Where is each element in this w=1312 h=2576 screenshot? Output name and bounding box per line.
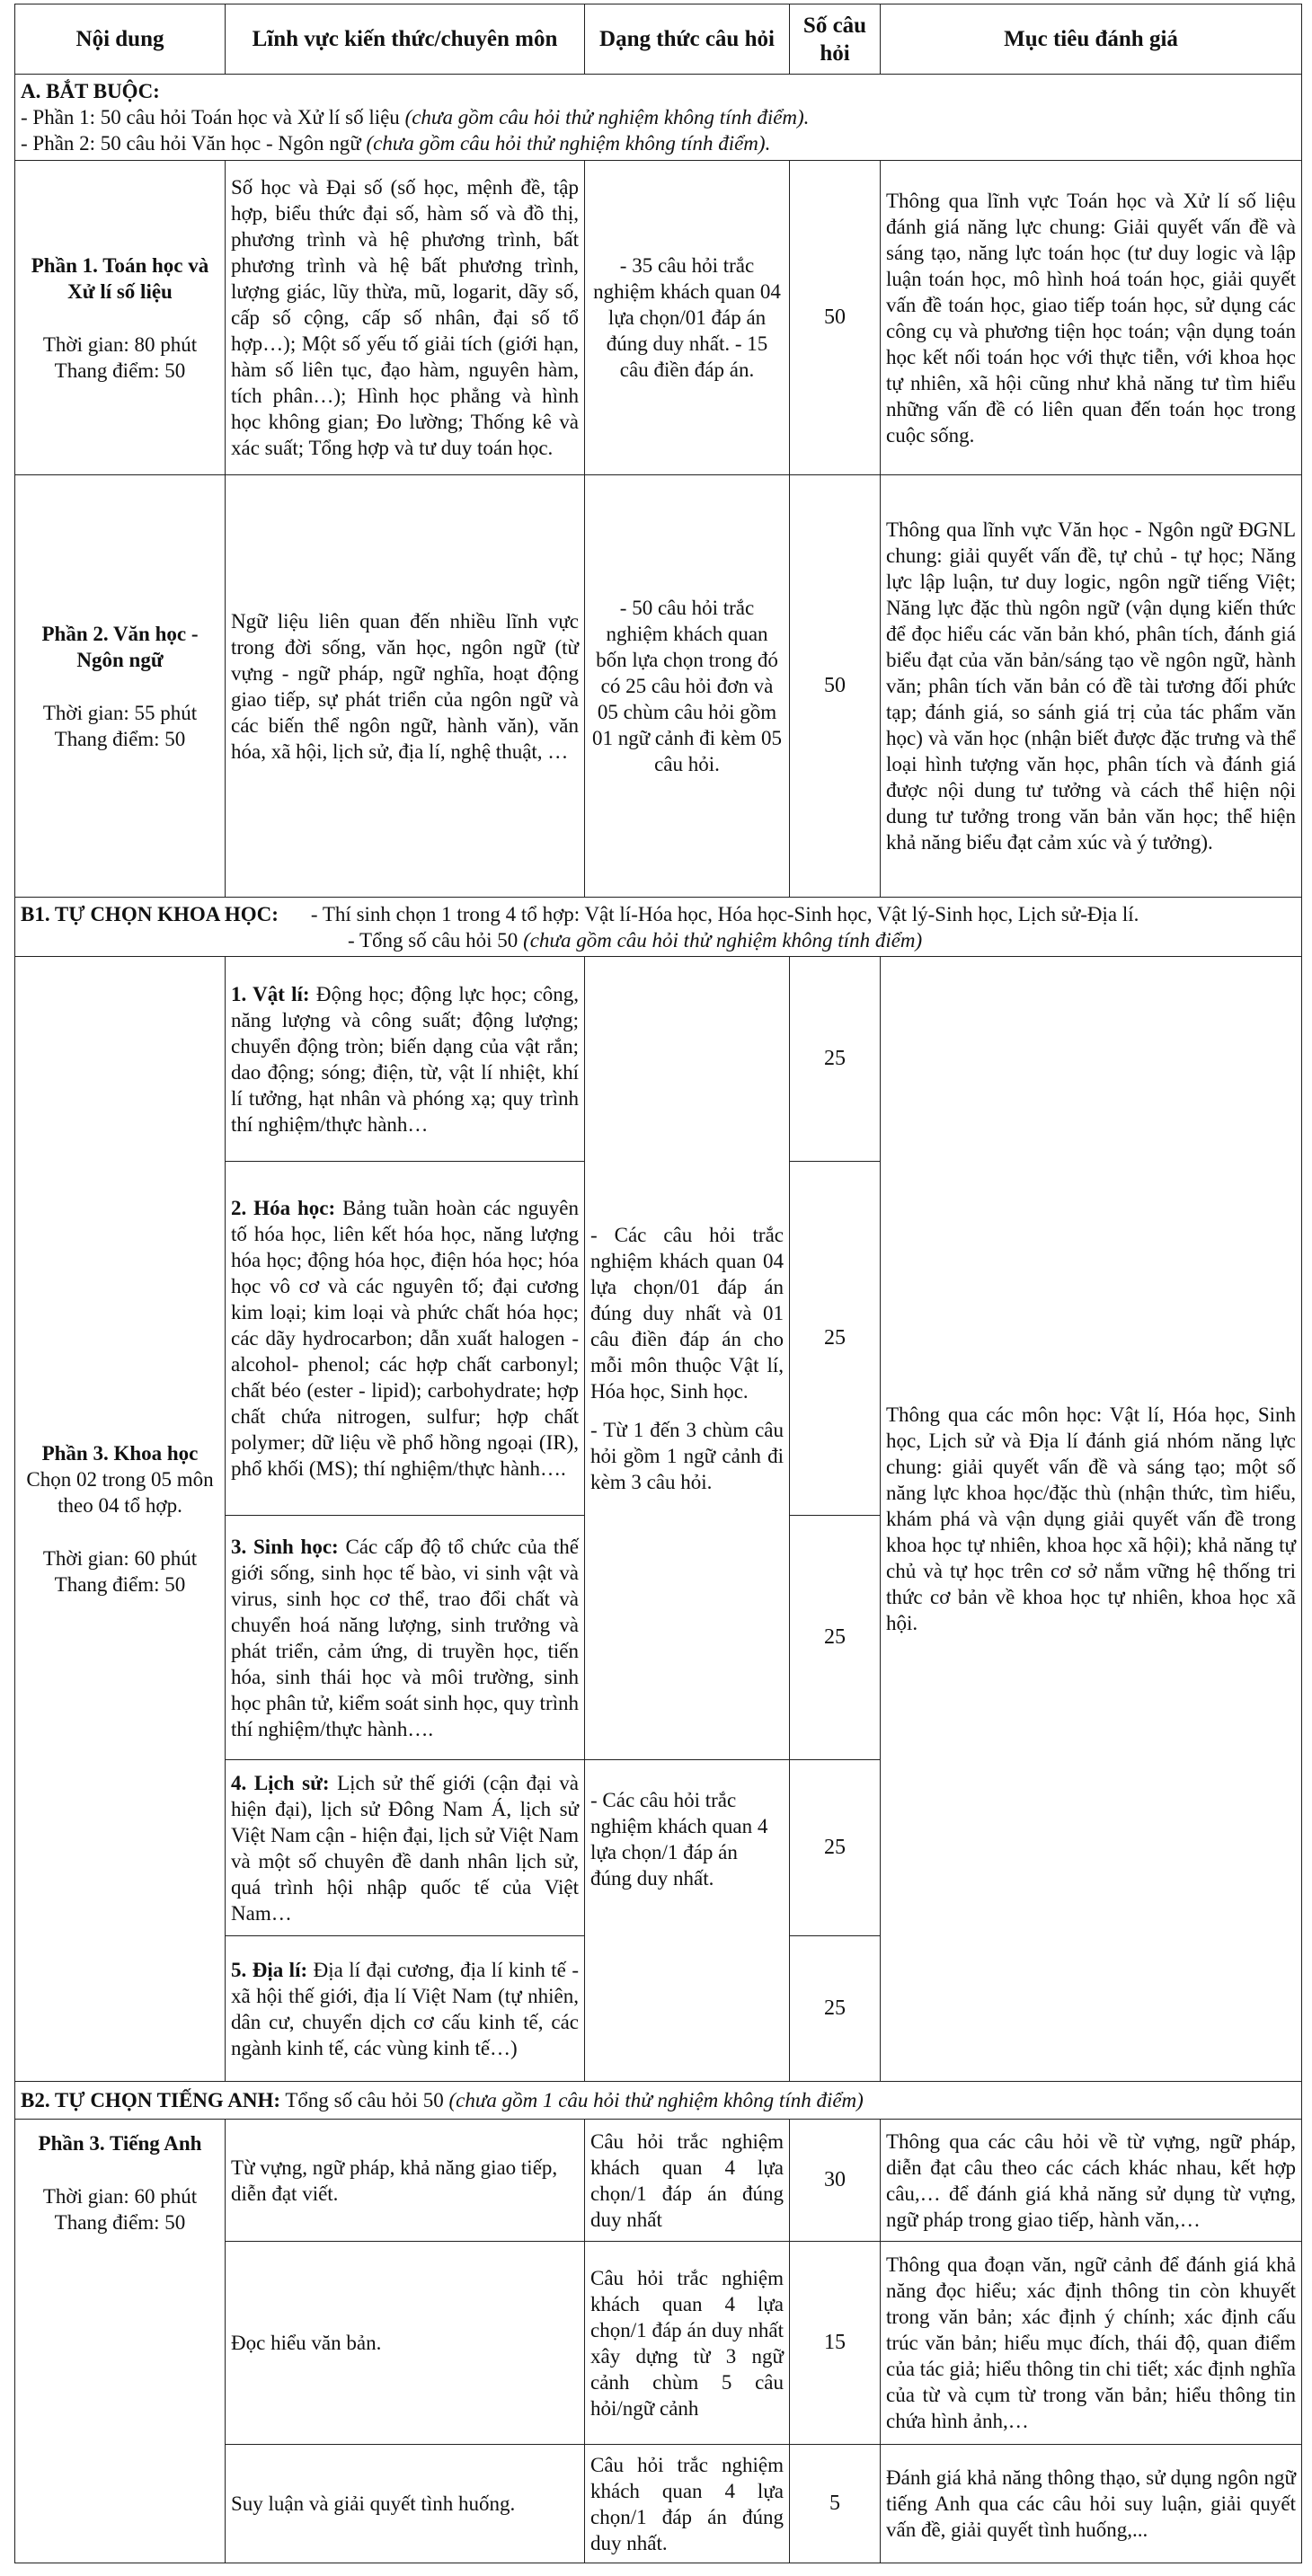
geography-body: Địa lí đại cương, địa lí kinh tế - xã hội thế giới, địa lí Việt Nam (tự nhiên, dân cư, chuyển dịch cơ cấu kinh tế, các ngành kinh tế, các vùng kinh tế…) [231, 1958, 579, 2059]
section-a-line-1-note: (chưa gồm câu hỏi thử nghiệm không tính điểm). [404, 106, 810, 128]
section-a-line-2 [21, 130, 1296, 156]
part-3-english-label [15, 2120, 226, 2563]
part-2-time: Thời gian: 55 phút [42, 701, 198, 724]
section-b2 [15, 2082, 1302, 2120]
part-1-format: - 35 câu hỏi trắc nghiệm khách quan 04 lựa chọn/01 đáp án đúng duy nhất. - 15 câu điền đáp án. [585, 161, 790, 475]
part-2-format: - 50 câu hỏi trắc nghiệm khách quan bốn lựa chọn trong đó có 25 câu hỏi đơn và 05 chùm câu hỏi gồm 01 ngữ cảnh đi kèm 05 câu hỏi. [585, 475, 790, 898]
section-a-line-2-note: (chưa gồm câu hỏi thử nghiệm không tính điểm). [366, 132, 771, 155]
part-1-label [15, 161, 226, 475]
section-a-line-1-main: - Phần 1: 50 câu hỏi Toán học và Xử lí số liệu [21, 106, 405, 128]
section-b1 [15, 898, 1302, 957]
part-2-count: 50 [790, 475, 881, 898]
physics-field [226, 957, 585, 1162]
english-field-3: Suy luận và giải quyết tình huống. [226, 2445, 585, 2563]
english-count-1: 30 [790, 2120, 881, 2242]
section-a-line-2-main: - Phần 2: 50 câu hỏi Văn học - Ngôn ngữ [21, 132, 367, 155]
part-3-science-label [15, 957, 226, 2082]
history-count: 25 [790, 1760, 881, 1936]
part-3-science-title: Phần 3. Khoa học [41, 1442, 199, 1465]
part-3-english-score: Thang điểm: 50 [54, 2211, 186, 2234]
section-a-row [15, 75, 1302, 161]
section-b1-line-1 [21, 901, 1296, 927]
section-b1-combos: - Thí sinh chọn 1 trong 4 tổ hợp: Vật lí-Hóa học, Hóa học-Sinh học, Vật lý-Sinh học, Lịch sử-Địa lí. [310, 902, 1139, 925]
chemistry-head: 2. Hóa học: [231, 1197, 336, 1219]
science-format [585, 957, 790, 1760]
part-3-english-time: Thời gian: 60 phút [42, 2185, 198, 2208]
english-format-1: Câu hỏi trắc nghiệm khách quan 4 lựa chọn/1 đáp án đúng duy nhất [585, 2120, 790, 2242]
section-b1-row [15, 898, 1302, 957]
part-1-time: Thời gian: 80 phút [42, 332, 198, 356]
part-2-row [15, 475, 1302, 898]
section-a [15, 75, 1302, 161]
chemistry-body: Bảng tuần hoàn các nguyên tố hóa học, liên kết hóa học, năng lượng hóa học; động hóa học, điện hóa học; hóa học vô cơ và các nguyên tố; đại cương kim loại; kim loại và phức chất hóa học; các dãy hydrocarbon; dẫn xuất halogen - alcohol- phenol; các hợp chất carbonyl; chất béo (ester - lipid); carbohydrate; hợp chất chứa nitrogen, sulfur; hợp chất polymer; dữ liệu về phổ hồng ngoại (IR), phổ khối (MS); thí nghiệm/thực hành…. [231, 1197, 579, 1480]
english-count-2: 15 [790, 2242, 881, 2445]
english-count-3: 5 [790, 2445, 881, 2563]
section-a-title: A. BẮT BUỘC: [21, 80, 160, 102]
physics-body: Động học; động lực học; công, năng lượng và công suất; động lượng; chuyển động tròn; biến dạng của vật rắn; dao động; sóng; điện, từ, vật lí nhiệt, khí lí tưởng, hạt nhân và phóng xạ; quy trình thí nghiệm/thực hành… [231, 982, 579, 1136]
history-field [226, 1760, 585, 1936]
exam-structure-table [14, 4, 1302, 2563]
english-field-2: Đọc hiểu văn bản. [226, 2242, 585, 2445]
english-goal-3: Đánh giá khả năng thông thạo, sử dụng ngôn ngữ tiếng Anh qua các câu hỏi suy luận, giải quyết vấn đề, giải quyết tình huống,... [881, 2445, 1302, 2563]
part-3-science-time: Thời gian: 60 phút [42, 1547, 198, 1570]
part-3-science-score: Thang điểm: 50 [54, 1573, 186, 1596]
english-row-1 [15, 2120, 1302, 2242]
section-b1-title: B1. TỰ CHỌN KHOA HỌC: [21, 902, 279, 925]
part-1-field: Số học và Đại số (số học, mệnh đề, tập hợp, biểu thức đại số, hàm số và đồ thị, phương trình và hệ phương trình, bất phương trình và hệ bất phương trình, lượng giác, lũy thừa, mũ, logarit, dãy số, cấp số cộng, cấp số nhân, đại số tổ hợp…); Một số yếu tố giải tích (giới hạn, hàm số liên tục, đạo hàm, nguyên hàm, tích phân…); Hình học phẳng và hình học không gian; Đo lường; Thống kê và xác suất; Tổng hợp và tư duy toán học. [226, 161, 585, 475]
geography-count: 25 [790, 1936, 881, 2082]
part-1-title: Phần 1. Toán học và Xử lí số liệu [31, 253, 209, 303]
part-1-count: 50 [790, 161, 881, 475]
section-a-line-1 [21, 104, 1296, 130]
header-count: Số câu hỏi [790, 4, 881, 75]
part-3-science-goal: Thông qua các môn học: Vật lí, Hóa học, Sinh học, Lịch sử và Địa lí đánh giá nhóm năng lực chung: giải quyết vấn đề và sáng tạo; một số năng lực khoa học/đặc thù (nhận thức, tìm hiểu, khám phá và vận dụng giải quyết vấn đề trong khoa học tự nhiên, khoa học xã hội); khả năng tự chủ và tự học trên cơ sở nắm vững hệ thống tri thức cơ bản về khoa học tự nhiên, khoa học xã hội. [881, 957, 1302, 2082]
science-format-2: - Từ 1 đến 3 chùm câu hỏi gồm 1 ngữ cảnh đi kèm 3 câu hỏi. [590, 1418, 784, 1493]
part-1-goal: Thông qua lĩnh vực Toán học và Xử lí số liệu đánh giá năng lực chung: Giải quyết vấn đề và sáng tạo, năng lực toán học (tư duy logic và lập luận toán học, mô hình hoá toán học, giải quyết vấn đề toán học, giao tiếp toán học, sử dụng các công cụ và phương tiện học toán; vận dụng toán học kết nối toán học với thực tiễn, với khoa học tự nhiên, xã hội cũng như khả năng tư tìm hiểu những vấn đề có liên quan đến toán học trong cuộc sống. [881, 161, 1302, 475]
science-format-1: - Các câu hỏi trắc nghiệm khách quan 04 lựa chọn/01 đáp án đúng duy nhất và 01 câu điền đáp án cho mỗi môn thuộc Vật lí, Hóa học, Sinh học. [590, 1223, 784, 1403]
section-b1-line-2 [21, 927, 1296, 953]
header-format: Dạng thức câu hỏi [585, 4, 790, 75]
section-b2-row [15, 2082, 1302, 2120]
part-2-field: Ngữ liệu liên quan đến nhiều lĩnh vực trong đời sống, văn học, ngôn ngữ (từ vựng - ngữ pháp, ngữ nghĩa, hoạt động giao tiếp, sự phát triển của ngôn ngữ và các biến thể ngôn ngữ, hành văn), văn hóa, xã hội, lịch sử, địa lí, nghệ thuật, … [226, 475, 585, 898]
header-content: Nội dung [15, 4, 226, 75]
history-body: Lịch sử thế giới (cận đại và hiện đại), lịch sử Đông Nam Á, lịch sử Việt Nam cận - hiện đại, lịch sử Việt Nam và một số chuyên đề danh nhân lịch sử, quá trình hội nhập quốc tế của Việt Nam… [231, 1771, 579, 1925]
physics-head: 1. Vật lí: [231, 982, 310, 1005]
part-2-title: Phần 2. Văn học - Ngôn ngữ [41, 622, 199, 671]
section-b1-note: (chưa gồm câu hỏi thử nghiệm không tính điểm) [523, 928, 923, 952]
english-goal-1: Thông qua các câu hỏi về từ vựng, ngữ pháp, diễn đạt câu theo các cách khác nhau, kết hợp câu,… để đánh giá khả năng sử dụng từ vựng, ngữ pháp trong giao tiếp, hành văn,… [881, 2120, 1302, 2242]
biology-field [226, 1516, 585, 1760]
english-format-2: Câu hỏi trắc nghiệm khách quan 4 lựa chọn/1 đáp án duy nhất xây dựng từ 3 ngữ cảnh chùm 5 câu hỏi/ngữ cảnh [585, 2242, 790, 2445]
physics-count: 25 [790, 957, 881, 1162]
social-format: - Các câu hỏi trắc nghiệm khách quan 4 lựa chọn/1 đáp án đúng duy nhất. [585, 1760, 790, 2082]
english-goal-2: Thông qua đoạn văn, ngữ cảnh để đánh giá khả năng đọc hiểu; xác định thông tin còn khuyết trong văn bản; xác định ý chính; xác định cấu trúc văn bản; hiểu mục đích, thái độ, quan điểm của tác giả; hiểu thông tin chi tiết; xác định nghĩa của từ và cụm từ trong văn bản; hiểu thông tin chứa hình ảnh,… [881, 2242, 1302, 2445]
section-b2-note: (chưa gồm 1 câu hỏi thử nghiệm không tính điểm) [448, 2089, 864, 2111]
biology-body: Các cấp độ tổ chức của thế giới sống, sinh học tế bào, vi sinh vật và virus, sinh học cơ thể, trao đổi chất và chuyển hoá năng lượng, sinh trưởng và phát triển, cảm ứng, di truyền học, tiến hóa, sinh thái học và môi trường, sinh học phân tử, kiểm soát sinh học, quy trình thí nghiệm/thực hành…. [231, 1535, 579, 1740]
biology-count: 25 [790, 1516, 881, 1760]
geography-head: 5. Địa lí: [231, 1958, 308, 1981]
section-b2-total: Tổng số câu hỏi 50 [280, 2089, 449, 2111]
part-2-score: Thang điểm: 50 [54, 727, 186, 750]
history-head: 4. Lịch sử: [231, 1771, 330, 1794]
part-3-english-title: Phần 3. Tiếng Anh [38, 2132, 202, 2155]
part-1-row [15, 161, 1302, 475]
section-b2-title: B2. TỰ CHỌN TIẾNG ANH: [21, 2089, 281, 2111]
part-3-science-subtitle: Chọn 02 trong 05 môn theo 04 tổ hợp. [26, 1468, 214, 1517]
geography-field [226, 1936, 585, 2082]
part-1-score: Thang điểm: 50 [54, 359, 186, 382]
chemistry-count: 25 [790, 1162, 881, 1516]
english-field-1: Từ vựng, ngữ pháp, khả năng giao tiếp, diễn đạt viết. [226, 2120, 585, 2242]
header-goal: Mục tiêu đánh giá [881, 4, 1302, 75]
english-format-3: Câu hỏi trắc nghiệm khách quan 4 lựa chọn/1 đáp án đúng duy nhất. [585, 2445, 790, 2563]
chemistry-field [226, 1162, 585, 1516]
header-field: Lĩnh vực kiến thức/chuyên môn [226, 4, 585, 75]
part-2-goal: Thông qua lĩnh vực Văn học - Ngôn ngữ ĐGNL chung: giải quyết vấn đề, tự chủ - tự học; Năng lực lập luận, tư duy logic, ngôn ngữ tiếng Việt; Năng lực đặc thù ngôn ngữ (vận dụng kiến thức để đọc hiểu các văn bản khó, phân tích, đánh giá biểu đạt của văn bản/sáng tạo về ngôn ngữ, hành văn; phân tích văn bản có đề tài tương đối phức tạp; đánh giá, so sánh giá trị của tác phẩm văn học) và văn học (nhận biết được đặc trưng và thể loại hình tượng văn học, phân tích và đánh giá được nội dung tư tưởng và cách thể hiện nội dung tư tưởng trong văn bản văn học; thể hiện khả năng biểu đạt cảm xúc và ý tưởng). [881, 475, 1302, 898]
section-b1-total: - Tổng số câu hỏi 50 [348, 928, 524, 952]
biology-head: 3. Sinh học: [231, 1535, 339, 1558]
part-2-label [15, 475, 226, 898]
header-row [15, 4, 1302, 75]
part-3-physics-row [15, 957, 1302, 1162]
